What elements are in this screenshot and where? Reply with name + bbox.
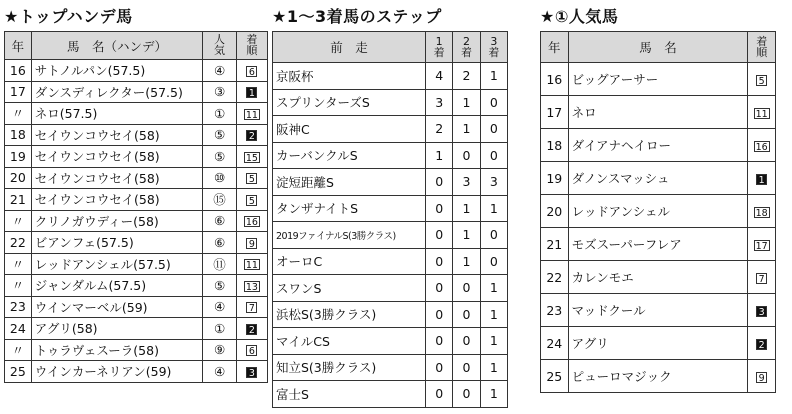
- table-row: [273, 301, 508, 328]
- third-count-cell: 3: [480, 169, 507, 196]
- previous-race-cell: マイルCS: [273, 328, 426, 355]
- table-row: [5, 210, 268, 232]
- previous-race-cell: 阪神C: [273, 116, 426, 143]
- table-row: [541, 195, 776, 228]
- finish-badge: 16: [755, 141, 768, 153]
- year-cell: 〃: [5, 275, 32, 297]
- second-count-cell: 0: [453, 381, 480, 408]
- finish-badge: 17: [755, 240, 768, 252]
- finish-cell: [236, 318, 267, 340]
- finish-cell: [748, 63, 776, 96]
- favorite-table: [540, 31, 776, 393]
- table-row: [273, 169, 508, 196]
- col-year: 年: [5, 32, 32, 60]
- table-row: [5, 60, 268, 82]
- table-row: [273, 63, 508, 90]
- first-count-cell: 4: [426, 63, 453, 90]
- first-count-cell: 0: [426, 169, 453, 196]
- horse-name-cell: ウインマーベル(59): [31, 296, 203, 318]
- finish-badge: 7: [756, 273, 767, 284]
- finish-badge: 9: [246, 238, 257, 249]
- finish-cell: [236, 275, 267, 297]
- table-row: [5, 232, 268, 254]
- year-cell: 22: [541, 261, 569, 294]
- favorite-section: [540, 6, 776, 393]
- col-third: 3着: [480, 32, 507, 63]
- previous-race-cell: 知立S(3勝クラス): [273, 354, 426, 381]
- finish-cell: [748, 261, 776, 294]
- year-cell: 22: [5, 232, 32, 254]
- popularity-cell: ⑩: [203, 167, 236, 189]
- popularity-cell: ①: [203, 318, 236, 340]
- finish-cell: [236, 253, 267, 275]
- previous-race-cell: カーバンクルS: [273, 142, 426, 169]
- finish-cell: [236, 103, 267, 125]
- second-count-cell: 1: [453, 222, 480, 249]
- year-cell: 19: [5, 146, 32, 168]
- finish-badge: 7: [246, 302, 257, 313]
- finish-badge: 5: [246, 195, 257, 206]
- year-cell: 25: [541, 360, 569, 393]
- third-count-cell: 1: [480, 354, 507, 381]
- popularity-cell: ⑤: [203, 275, 236, 297]
- horse-name-cell: ビッグアーサー: [568, 63, 748, 96]
- first-count-cell: 0: [426, 301, 453, 328]
- year-cell: 24: [541, 327, 569, 360]
- horse-name-cell: セイウンコウセイ(58): [31, 124, 203, 146]
- second-count-cell: 1: [453, 248, 480, 275]
- popularity-cell: ⑤: [203, 124, 236, 146]
- year-cell: 20: [5, 167, 32, 189]
- second-count-cell: 2: [453, 63, 480, 90]
- year-cell: 21: [541, 228, 569, 261]
- finish-badge: 11: [245, 109, 258, 121]
- finish-cell: [236, 189, 267, 211]
- year-cell: 23: [541, 294, 569, 327]
- third-count-cell: 1: [480, 328, 507, 355]
- table-row: [5, 318, 268, 340]
- col-second: 2着: [453, 32, 480, 63]
- table-row: [5, 275, 268, 297]
- second-count-cell: 0: [453, 142, 480, 169]
- third-count-cell: 0: [480, 89, 507, 116]
- popularity-cell: ⑪: [203, 253, 236, 275]
- finish-cell: [748, 195, 776, 228]
- table-row: [273, 89, 508, 116]
- finish-badge: 6: [246, 66, 257, 77]
- table-row: [273, 328, 508, 355]
- previous-race-cell: 富士S: [273, 381, 426, 408]
- table-row: [273, 195, 508, 222]
- table-row: [5, 124, 268, 146]
- second-count-cell: 0: [453, 328, 480, 355]
- previous-race-cell: タンザナイトS: [273, 195, 426, 222]
- finish-cell: [236, 361, 267, 383]
- finish-cell: [236, 146, 267, 168]
- table-row: [5, 189, 268, 211]
- finish-badge: 3: [756, 306, 767, 317]
- horse-name-cell: セイウンコウセイ(58): [31, 189, 203, 211]
- horse-name-cell: ウインカーネリアン(59): [31, 361, 203, 383]
- horse-name-cell: ピューロマジック: [568, 360, 748, 393]
- finish-cell: [748, 360, 776, 393]
- previous-race-cell: スワンS: [273, 275, 426, 302]
- col-finish: 着順: [236, 32, 267, 60]
- year-cell: 23: [5, 296, 32, 318]
- first-count-cell: 0: [426, 381, 453, 408]
- step-table: [272, 31, 508, 408]
- horse-name-cell: セイウンコウセイ(58): [31, 146, 203, 168]
- horse-name-cell: ダンスディレクター(57.5): [31, 81, 203, 103]
- second-count-cell: 1: [453, 89, 480, 116]
- third-count-cell: 0: [480, 116, 507, 143]
- year-cell: 20: [541, 195, 569, 228]
- table-row: [5, 146, 268, 168]
- finish-cell: [236, 210, 267, 232]
- top-handicap-section: [4, 6, 268, 383]
- table-row: [5, 81, 268, 103]
- third-count-cell: 1: [480, 275, 507, 302]
- finish-badge: 16: [245, 217, 258, 229]
- table-row: [541, 294, 776, 327]
- popularity-cell: ③: [203, 81, 236, 103]
- horse-name-cell: ジャンダルム(57.5): [31, 275, 203, 297]
- finish-cell: [236, 81, 267, 103]
- table-row: [273, 248, 508, 275]
- previous-race-cell: 京阪杯: [273, 63, 426, 90]
- previous-race-cell: スプリンターズS: [273, 89, 426, 116]
- table-row: [273, 275, 508, 302]
- table-row: [541, 129, 776, 162]
- finish-badge: 18: [755, 207, 768, 219]
- second-count-cell: 1: [453, 195, 480, 222]
- horse-name-cell: ビアンフェ(57.5): [31, 232, 203, 254]
- year-cell: 〃: [5, 103, 32, 125]
- finish-cell: [748, 162, 776, 195]
- col-first: 1着: [426, 32, 453, 63]
- finish-badge: 5: [756, 75, 767, 86]
- col-horse: 馬 名（ハンデ）: [31, 32, 203, 60]
- year-cell: 〃: [5, 339, 32, 361]
- horse-name-cell: レッドアンシェル: [568, 195, 748, 228]
- year-cell: 17: [5, 81, 32, 103]
- second-count-cell: 0: [453, 275, 480, 302]
- horse-name-cell: レッドアンシェル(57.5): [31, 253, 203, 275]
- year-cell: 24: [5, 318, 32, 340]
- first-count-cell: 2: [426, 116, 453, 143]
- first-count-cell: 0: [426, 328, 453, 355]
- horse-name-cell: ダイアナヘイロー: [568, 129, 748, 162]
- year-cell: 19: [541, 162, 569, 195]
- popularity-cell: ⑥: [203, 210, 236, 232]
- col-previous-race: 前 走: [273, 32, 426, 63]
- finish-badge: 2: [246, 324, 257, 335]
- favorite-title: ★①人気馬: [540, 7, 619, 26]
- horse-name-cell: トゥラヴェスーラ(58): [31, 339, 203, 361]
- finish-cell: [236, 60, 267, 82]
- second-count-cell: 3: [453, 169, 480, 196]
- first-count-cell: 0: [426, 222, 453, 249]
- col-year: 年: [541, 32, 569, 63]
- table-row: [541, 327, 776, 360]
- second-count-cell: 0: [453, 301, 480, 328]
- horse-name-cell: サトノルパン(57.5): [31, 60, 203, 82]
- table-row: [541, 261, 776, 294]
- finish-badge: 2: [756, 339, 767, 350]
- table-row: [5, 167, 268, 189]
- previous-race-cell: オーロC: [273, 248, 426, 275]
- year-cell: 16: [5, 60, 32, 82]
- table-row: [5, 296, 268, 318]
- finish-badge: 6: [246, 345, 257, 356]
- table-row: [5, 361, 268, 383]
- finish-cell: [236, 232, 267, 254]
- finish-badge: 11: [755, 108, 768, 120]
- first-count-cell: 0: [426, 354, 453, 381]
- table-row: [273, 142, 508, 169]
- first-count-cell: 0: [426, 195, 453, 222]
- third-count-cell: 1: [480, 301, 507, 328]
- table-row: [541, 162, 776, 195]
- col-horse: 馬 名: [568, 32, 748, 63]
- finish-cell: [748, 96, 776, 129]
- year-cell: 16: [541, 63, 569, 96]
- finish-badge: 9: [756, 372, 767, 383]
- table-header-row: [5, 32, 268, 60]
- top-handicap-table: [4, 31, 268, 383]
- table-row: [5, 103, 268, 125]
- first-count-cell: 0: [426, 275, 453, 302]
- step-title: ★1〜3着馬のステップ: [272, 7, 442, 26]
- col-finish: 着順: [748, 32, 776, 63]
- finish-badge: 5: [246, 173, 257, 184]
- horse-name-cell: ダノンスマッシュ: [568, 162, 748, 195]
- first-count-cell: 3: [426, 89, 453, 116]
- popularity-cell: ④: [203, 296, 236, 318]
- first-count-cell: 0: [426, 248, 453, 275]
- first-count-cell: 1: [426, 142, 453, 169]
- third-count-cell: 0: [480, 248, 507, 275]
- third-count-cell: 0: [480, 142, 507, 169]
- finish-badge: 1: [246, 87, 257, 98]
- table-row: [541, 96, 776, 129]
- table-row: [541, 360, 776, 393]
- table-row: [273, 222, 508, 249]
- table-header-row: [541, 32, 776, 63]
- table-row: [273, 381, 508, 408]
- finish-badge: 13: [245, 281, 258, 293]
- finish-badge: 15: [245, 152, 258, 164]
- horse-name-cell: モズスーパーフレア: [568, 228, 748, 261]
- year-cell: 17: [541, 96, 569, 129]
- horse-name-cell: マッドクール: [568, 294, 748, 327]
- col-popularity: 人気: [203, 32, 236, 60]
- horse-name-cell: アグリ(58): [31, 318, 203, 340]
- year-cell: 〃: [5, 253, 32, 275]
- popularity-cell: ⑤: [203, 146, 236, 168]
- horse-name-cell: ネロ: [568, 96, 748, 129]
- finish-badge: 11: [245, 260, 258, 272]
- third-count-cell: 1: [480, 381, 507, 408]
- finish-badge: 1: [756, 174, 767, 185]
- finish-cell: [748, 327, 776, 360]
- finish-cell: [236, 339, 267, 361]
- year-cell: 18: [5, 124, 32, 146]
- popularity-cell: ④: [203, 60, 236, 82]
- second-count-cell: 0: [453, 354, 480, 381]
- table-header-row: [273, 32, 508, 63]
- finish-cell: [236, 167, 267, 189]
- popularity-cell: ⑨: [203, 339, 236, 361]
- horse-name-cell: カレンモエ: [568, 261, 748, 294]
- popularity-cell: ⑮: [203, 189, 236, 211]
- year-cell: 21: [5, 189, 32, 211]
- year-cell: 18: [541, 129, 569, 162]
- finish-cell: [236, 296, 267, 318]
- top-handicap-title: ★トップハンデ馬: [4, 7, 133, 26]
- third-count-cell: 1: [480, 195, 507, 222]
- finish-cell: [748, 129, 776, 162]
- third-count-cell: 1: [480, 63, 507, 90]
- finish-cell: [748, 294, 776, 327]
- table-row: [5, 253, 268, 275]
- popularity-cell: ⑥: [203, 232, 236, 254]
- finish-cell: [236, 124, 267, 146]
- horse-name-cell: アグリ: [568, 327, 748, 360]
- previous-race-cell: 2019ファイナルS(3勝クラス): [273, 222, 426, 249]
- finish-cell: [748, 228, 776, 261]
- horse-name-cell: セイウンコウセイ(58): [31, 167, 203, 189]
- table-row: [541, 228, 776, 261]
- horse-name-cell: クリノガウディー(58): [31, 210, 203, 232]
- second-count-cell: 1: [453, 116, 480, 143]
- table-row: [273, 354, 508, 381]
- horse-name-cell: ネロ(57.5): [31, 103, 203, 125]
- previous-race-cell: 浜松S(3勝クラス): [273, 301, 426, 328]
- table-row: [273, 116, 508, 143]
- year-cell: 25: [5, 361, 32, 383]
- popularity-cell: ④: [203, 361, 236, 383]
- year-cell: 〃: [5, 210, 32, 232]
- table-row: [5, 339, 268, 361]
- previous-race-cell: 淀短距離S: [273, 169, 426, 196]
- popularity-cell: ①: [203, 103, 236, 125]
- table-row: [541, 63, 776, 96]
- finish-badge: 3: [246, 367, 257, 378]
- step-section: [272, 6, 508, 408]
- third-count-cell: 0: [480, 222, 507, 249]
- finish-badge: 2: [246, 130, 257, 141]
